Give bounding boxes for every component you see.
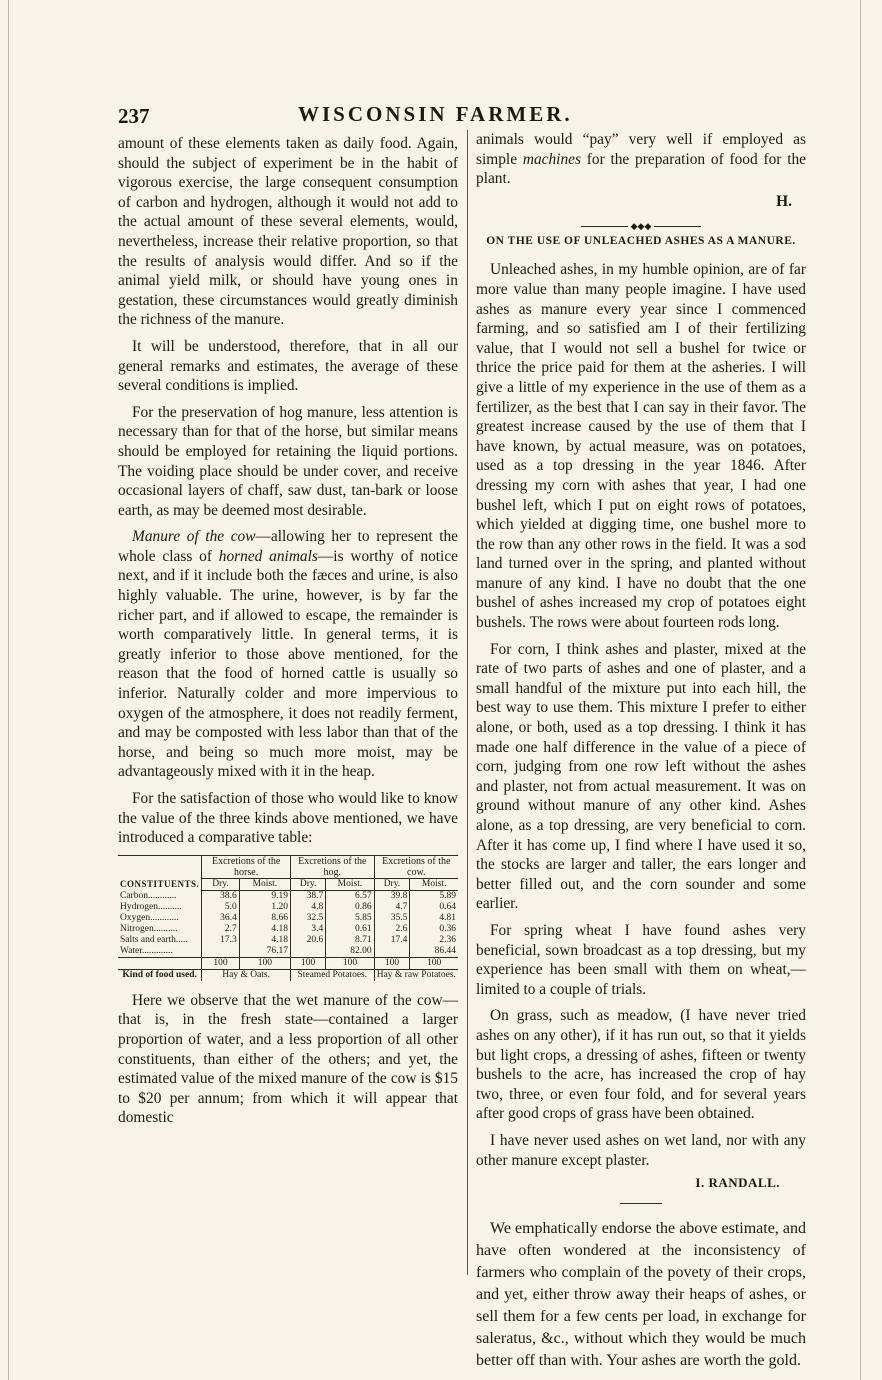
row-label: Water............. (120, 945, 173, 956)
row-label: Hydrogen.......... (120, 901, 182, 912)
total-cell: 100 (202, 957, 239, 969)
table-row (118, 902, 458, 913)
totals-row (118, 957, 458, 969)
article-title: ON THE USE OF UNLEACHED ASHES AS A MANURE. (486, 235, 796, 248)
cell (374, 946, 410, 958)
cell: 3.4 (291, 924, 326, 935)
sub-header: Moist. (410, 878, 458, 890)
cell (291, 946, 326, 958)
cell: 17.4 (374, 935, 410, 946)
cell: 6.57 (326, 890, 374, 902)
page-edge-left (8, 0, 9, 1380)
column-divider (467, 130, 468, 1275)
row-label: Salts and earth..... (120, 934, 188, 945)
paragraph: It will be understood, therefore, that in all our general remarks and estimates, the average of these several conditions is implied. (118, 337, 458, 395)
paragraph: For spring wheat I have found ashes very beneficial, sown broadcast as a top dressing, but my experience has been small with them on wheat,—limited to a couple of trials. (476, 921, 806, 998)
text-run: —is worthy of notice next, and if it include both the fæces and urine, is also highly valuable. The urine, however, is by far the richer part, and if allowed to escape, the remainder is worth comparatively little. In general terms, it is greatly inferior to those above mentioned, for the reason that the food of horned cattle is usually so inferior. Naturally colder and more impervious to oxygen of the atmosphere, it does not readily ferment, and may be composted with less labor than that of the horse, and being so much more moist, may be advantageously mixed with it in the heap. (118, 547, 458, 781)
paragraph: amount of these elements taken as daily food. Again, should the subject of experiment be in the habit of vigorous exercise, the large consequent consumption of carbon and hydrogen, although it would not add to the actual amount of these several elements, would, nevertheless, increase their relative proportion, so that the results of analysis would differ. And so if the animal yield milk, or should have young ones in gestation, these circumstances would greatly diminish the richness of the manure. (118, 135, 458, 329)
cell: 32.5 (291, 913, 326, 924)
cell: 8.66 (239, 913, 290, 924)
food-row (118, 969, 458, 981)
cell: 2.36 (410, 935, 458, 946)
cell: 0.86 (326, 902, 374, 913)
cell: 5.0 (202, 902, 239, 913)
cell: 5.85 (326, 913, 374, 924)
cell: 86.44 (410, 946, 458, 958)
total-cell: 100 (239, 957, 290, 969)
italic-run: machines (522, 150, 581, 168)
left-column (118, 134, 458, 1135)
cell: 4.18 (239, 935, 290, 946)
cell: 4.18 (239, 924, 290, 935)
paragraph: On grass, such as meadow, (I have never tried ashes on any other), if it has run out, so that it yields but light crops, a dressing of ashes, fifteen or twenty bushels to the acre, has increased the crop of hay two, three, or even four fold, and for several years after good crops of grass have been obtained. (476, 1007, 806, 1123)
cell: 82.00 (326, 946, 374, 958)
cell: 38.7 (291, 890, 326, 902)
paragraph (118, 527, 458, 782)
right-column (476, 130, 806, 1379)
cell: 76.17 (239, 946, 290, 958)
paragraph (476, 130, 806, 189)
sub-header: Moist. (326, 878, 374, 890)
cell: 17.3 (202, 935, 239, 946)
sub-header: Moist. (239, 878, 290, 890)
total-cell: 100 (291, 957, 326, 969)
food-cell: Hay & raw Potatoes. (374, 969, 458, 981)
totals-spacer (118, 957, 202, 969)
paragraph: For corn, I think ashes and plaster, mixed at the rate of two parts of ashes and one of plaster, and a small handful of the mixture put into each hill, the best way to use them. This mixture I prefer to either alone, or both, used as a top dressing. I think it has made one half difference in the value of a piece of corn, judging from one row left without the ashes and plaster, not from actual measurement. It was on ground without manure of any other kind. Ashes alone, as a top dressing, are very beneficial to corn. After it has come up, I find where I have used it so, the stocks are larger and taller, the ears longer and better filled out, and the corn sounder and some earlier. (476, 640, 806, 913)
cell: 1.20 (239, 902, 290, 913)
paragraph: I have never used ashes on wet land, nor with any other manure except plaster. (476, 1131, 806, 1169)
cell: 35.5 (374, 913, 410, 924)
cell: 2.6 (374, 924, 410, 935)
signature-randall: I. RANDALL. (695, 1175, 780, 1191)
food-label: Kind of food used. (118, 969, 202, 981)
cell: 4.8 (291, 902, 326, 913)
cell: 36.4 (202, 913, 239, 924)
italic-run: horned animals (218, 547, 318, 565)
paragraph: Unleached ashes, in my humble opinion, are of far more value than many people imagine. I have used ashes as manure every year since I commenced farming, and so satisfied am I of their fertilizing value, that I would not sell a bushel for twice or thrice the price paid for them at the asheries. I will give a little of my experience in the use of them as a fertilizer, as the best that I can say in their favor. The greatest increase caused by the use of them that I have known, by actual measure, was on potatoes, used as a top dressing in the year 1846. After dressing my corn with ashes that year, I had one bushel left, which I put on eight rows of potatoes, which yielded at digging time, one bushel more to the row than any other rows in the field. It was a sod land turned over in the spring, and planted without manure of any kind. I have no doubt that the one bushel of ashes increased my crop of potatoes eight bushels. The rows were about fourteen rods long. (476, 261, 806, 632)
sub-header: Dry. (291, 878, 326, 890)
table-row (118, 946, 458, 958)
cell: 5.89 (410, 890, 458, 902)
total-cell: 100 (374, 957, 410, 969)
group-header: Excretions of the cow. (374, 855, 458, 878)
cell: 0.36 (410, 924, 458, 935)
text-run: for the preparation of food for the plant. (476, 150, 807, 188)
comparative-table (118, 855, 458, 981)
cell: 39.8 (374, 890, 410, 902)
sub-header: Dry. (202, 878, 239, 890)
running-title: WISCONSIN FARMER. (298, 102, 573, 126)
ornament-rule (581, 221, 701, 232)
cell: 0.61 (326, 924, 374, 935)
page-number: 237 (118, 104, 150, 128)
editorial-note: We emphatically endorse the above estimate, and have often wondered at the inconsistency of farmers who complain of the povety of their crops, and yet, either throw away their heaps of ashes, or sell them for a few cents per load, in exchange for saleratus, &c., without which they would be much better off than with. Your ashes are worth the gold. (476, 1219, 806, 1369)
row-label: Nitrogen.......... (120, 923, 178, 934)
table-row (118, 913, 458, 924)
cell: 9.19 (239, 890, 290, 902)
cell: 20.6 (291, 935, 326, 946)
page-edge-right (860, 0, 861, 1380)
paragraph: For the satisfaction of those who would like to know the value of the three kinds above mentioned, we have introduced a comparative table: (118, 790, 458, 847)
row-label: Carbon............ (120, 890, 177, 901)
cell: 4.7 (374, 902, 410, 913)
cell: 2.7 (202, 924, 239, 935)
text-run: —allowing her to represent the whole class of (118, 528, 459, 565)
short-rule (620, 1203, 662, 1204)
table-label: CONSTITUENTS. (120, 879, 200, 890)
text-run: animals would “pay” very well if employed as simple (476, 131, 806, 168)
page-header (118, 100, 798, 130)
table-row (118, 924, 458, 935)
group-header: Excretions of the hog. (291, 855, 375, 878)
total-cell: 100 (326, 957, 374, 969)
cell: 4.81 (410, 913, 458, 924)
italic-run: Manure of the cow (132, 528, 256, 546)
total-cell: 100 (410, 957, 458, 969)
cell: 38.6 (202, 890, 239, 902)
sub-header: Dry. (374, 878, 410, 890)
table-row (118, 890, 458, 902)
signature-h: H. (776, 192, 792, 210)
ornament: ◆◆◆ (628, 221, 655, 231)
paragraph: Here we observe that the wet manure of the cow—that is, in the fresh state—contained a larger proportion of water, and a less proportion of all other constituents, than either of the others; and yet, the estimated value of the mixed manure of the cow is $15 to $20 per annum; from which it will appear that domestic (118, 991, 458, 1127)
paragraph: For the preservation of hog manure, less attention is necessary than for that of the horse, but similar means should be employed for retaining the liquid portions. The voiding place should be under cover, and receive occasional layers of chaff, saw dust, tan-bark or loose earth, as may be deemed most desirable. (118, 403, 458, 519)
cell: 8.71 (326, 935, 374, 946)
group-header: Excretions of the horse. (202, 855, 291, 878)
food-cell: Steamed Potatoes. (291, 969, 375, 981)
cell (202, 946, 239, 958)
table-row (118, 935, 458, 946)
cell: 0.64 (410, 902, 458, 913)
food-cell: Hay & Oats. (202, 969, 291, 981)
row-label: Oxygen............ (120, 912, 179, 923)
